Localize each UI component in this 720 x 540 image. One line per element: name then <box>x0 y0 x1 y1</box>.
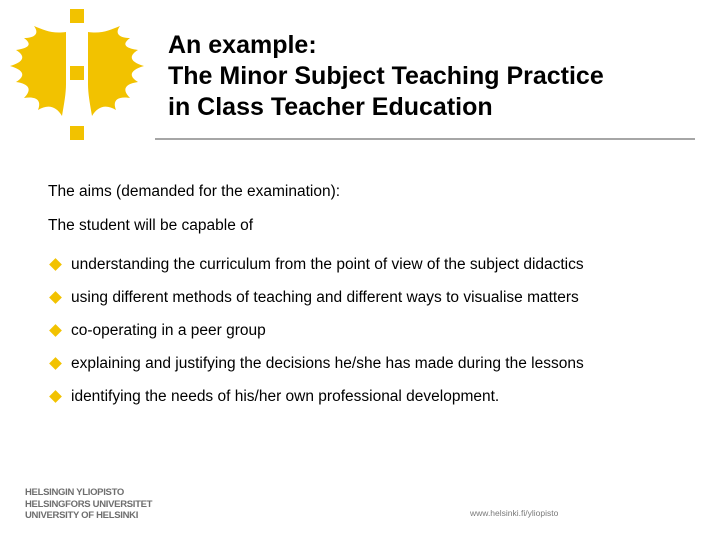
aims-list <box>48 248 584 413</box>
diamond-bullet-icon <box>49 324 62 337</box>
list-item <box>48 248 584 281</box>
university-name <box>25 487 152 522</box>
title-line: The Minor Subject Teaching Practice <box>168 62 604 90</box>
university-name-line: HELSINGFORS UNIVERSITET <box>25 498 153 510</box>
list-item-text: co-operating in a peer group <box>71 321 266 339</box>
diamond-bullet-icon <box>49 291 62 304</box>
title-line: in Class Teacher Education <box>168 93 493 121</box>
list-item-text: identifying the needs of his/her own professional development. <box>71 387 500 405</box>
list-item <box>48 281 584 314</box>
footer-url: www.helsinki.fi/yliopisto <box>470 508 559 518</box>
aims-heading: The aims (demanded for the examination): <box>48 183 341 200</box>
list-item <box>48 347 584 380</box>
university-name-line: HELSINGIN YLIOPISTO <box>25 487 124 498</box>
diamond-bullet-icon <box>49 258 62 271</box>
list-item-text: explaining and justifying the decisions he/she has made during the lessons <box>71 354 584 372</box>
diamond-bullet-icon <box>49 390 62 403</box>
diamond-bullet-icon <box>49 357 62 370</box>
title-divider <box>155 138 695 140</box>
title-line: An example: <box>168 31 317 59</box>
list-item-text: using different methods of teaching and different ways to visualise matters <box>71 288 579 306</box>
slide-title <box>168 30 708 123</box>
university-name-line: UNIVERSITY OF HELSINKI <box>25 510 139 521</box>
list-item <box>48 314 584 347</box>
university-flame-logo <box>4 4 154 144</box>
capable-intro: The student will be capable of <box>48 217 254 234</box>
list-item <box>48 380 584 413</box>
list-item-text: understanding the curriculum from the point of view of the subject didactics <box>71 255 584 273</box>
